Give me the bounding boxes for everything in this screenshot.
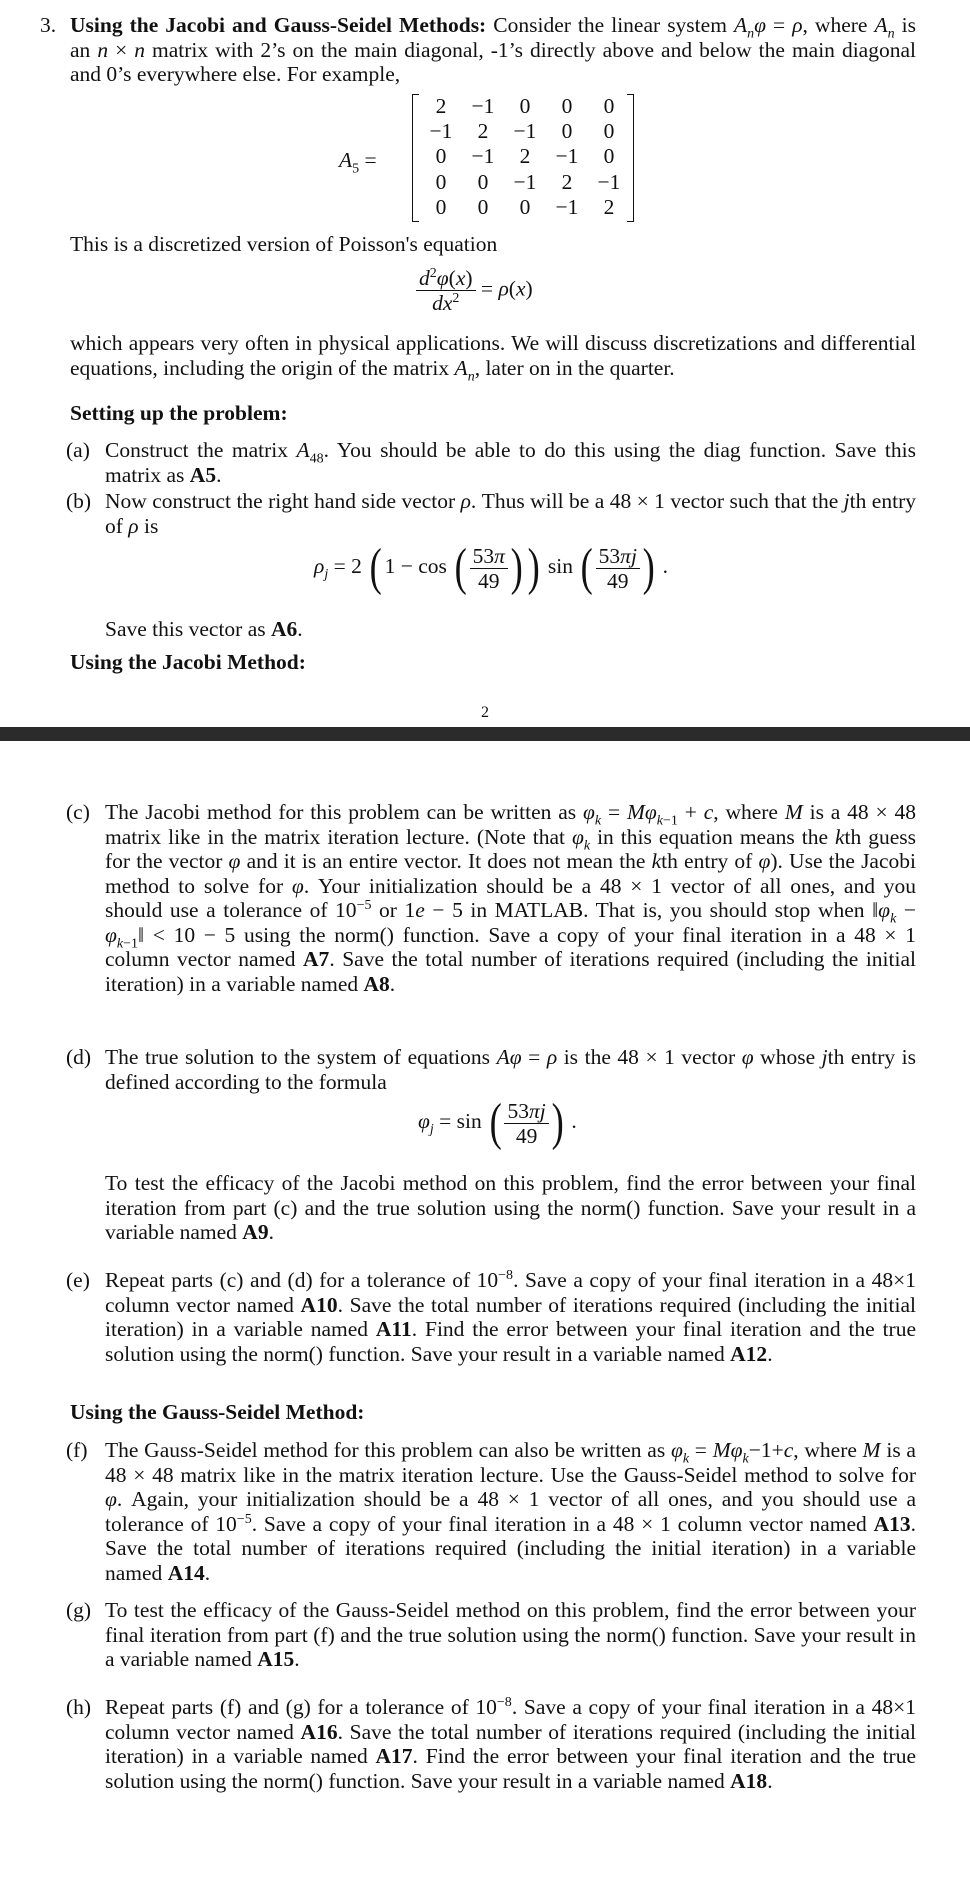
matrix-right-bracket	[627, 94, 634, 222]
matrix-cell: 2	[603, 194, 615, 219]
section-heading-gauss-seidel: Using the Gauss-Seidel Method:	[70, 1400, 365, 1424]
part-f	[66, 1438, 916, 1585]
part-g-text: To test the efficacy of the Gauss-Seidel method on this problem, find the error between your final iteration from part (f) and the true solution using the norm() function. Save your result in a variable named A15.	[105, 1598, 916, 1671]
matrix-cell: 0	[603, 119, 615, 144]
matrix-cell: 0	[435, 144, 447, 169]
matrix-cell: 0	[477, 194, 489, 219]
matrix-cell: 2	[519, 144, 531, 169]
matrix-cell: −1	[513, 169, 537, 194]
document-page-bottom	[0, 741, 970, 1900]
matrix-cell: 0	[561, 119, 573, 144]
part-a-text: Construct the matrix $A_{48}$. You should be able to do this using the diag function. Save this matrix as A5.	[105, 438, 916, 487]
matrix-cell: −1	[555, 144, 579, 169]
matrix-a5	[412, 94, 634, 222]
part-h-text: Repeat parts (f) and (g) for a tolerance of $10^{-8}$. Save a copy of your final iteration in a 48×1 column vector named A16. Save the total number of iterations required (including the initial iteration) in a variable named A17. Find the error between your final iteration and the true solution using the norm() function. Save your result in a variable named A18.	[105, 1694, 917, 1793]
problem-title: Using the Jacobi and Gauss-Seidel Methods:	[70, 13, 487, 37]
part-g-label: (g)	[66, 1598, 92, 1622]
matrix-cell: 2	[561, 169, 573, 194]
matrix-cell: −1	[471, 144, 495, 169]
matrix-cell: −1	[513, 119, 537, 144]
matrix-row	[420, 144, 630, 169]
part-b	[66, 489, 916, 538]
part-d-label: (d)	[66, 1045, 92, 1069]
part-d-text: The true solution to the system of equations Aφ = ρ is the 48 × 1 vector φ whose jth entry is defined according to the formula	[105, 1045, 916, 1094]
part-c-label: (c)	[66, 800, 90, 824]
problem-intro	[70, 13, 916, 87]
matrix-cell: 0	[519, 94, 531, 119]
part-c-text: The Jacobi method for this problem can be written as $\varphi_k = M\varphi_{k-1} + c$, where M is a 48 × 48 matrix like in the matrix iteration lecture. (Note that $\varphi_k$ in this equation means the kth guess for the vector φ and it is an entire vector. It does not mean the kth entry of φ). Use the Jacobi method to solve for φ. Your initialization should be a 48 × 1 vector of all ones, and you should use a tolerance of $10^{-5}$ or 1e − 5 in MATLAB. That is, you should stop when $‖\varphi_k$ − $\varphi_{k-1}‖ < 10 - 5$ using the norm() function. Save a copy of your final iteration in a 48 × 1 column vector named A7. Save the total number of iterations required (including the initial iteration) in a variable named A8.	[105, 800, 917, 996]
matrix-cell: 0	[435, 169, 447, 194]
part-f-text: The Gauss-Seidel method for this problem can also be written as $\varphi_k = M\varphi_k-1+c$, where M is a 48 × 48 matrix like in the matrix iteration lecture. Use the Gauss-Seidel method to solve for φ. Again, your initialization should be a 48 × 1 vector of all ones, and you should use a tolerance of $10^{-5}$. Save a copy of your final iteration in a 48 × 1 column vector named A13. Save the total number of iterations required (including the initial iteration) in a variable named A14.	[105, 1438, 916, 1585]
matrix-row	[420, 195, 630, 220]
page-separator	[0, 727, 970, 741]
matrix-cell: −1	[429, 119, 453, 144]
part-f-label: (f)	[66, 1438, 88, 1462]
matrix-cell: 0	[561, 94, 573, 119]
part-d	[66, 1045, 916, 1094]
page-number: 2	[481, 704, 489, 721]
poisson-after-text: which appears very often in physical applications. We will discuss discretizations and differential equations, including the origin of the matrix $A_n$, later on in the quarter.	[70, 331, 916, 384]
part-b-text: Now construct the right hand side vector ρ. Thus will be a 48 × 1 vector such that the jth entry of ρ is	[105, 489, 916, 538]
part-b-save-text: Save this vector as A6.	[105, 617, 303, 641]
part-e-label: (e)	[66, 1268, 90, 1292]
matrix-cell: 0	[477, 169, 489, 194]
part-b-label: (b)	[66, 489, 92, 513]
matrix-cell: 0	[519, 194, 531, 219]
matrix-cell: 0	[603, 144, 615, 169]
matrix-cell: −1	[471, 94, 495, 119]
matrix-cell: 2	[477, 119, 489, 144]
problem-number: 3.	[40, 13, 57, 37]
phi-true-equation: $\varphi_j = \sin$ ( $\frac{53\pi j}{49}$ ) .	[418, 1094, 577, 1151]
matrix-cell: 2	[435, 94, 447, 119]
matrix-cell: −1	[597, 169, 621, 194]
part-e-text: Repeat parts (c) and (d) for a tolerance of $10^{-8}$. Save a copy of your final iteration in a 48×1 column vector named A10. Save the total number of iterations required (including the initial iteration) in a variable named A11. Find the error between your final iteration and the true solution using the norm() function. Save your result in a variable named A12.	[105, 1267, 916, 1366]
part-c	[66, 800, 916, 996]
part-a	[66, 438, 916, 487]
matrix-left-bracket	[412, 94, 419, 222]
matrix-table	[420, 94, 630, 220]
part-a-label: (a)	[66, 438, 90, 462]
section-heading-jacobi: Using the Jacobi Method:	[70, 650, 306, 674]
matrix-cell: 0	[603, 94, 615, 119]
problem-intro-text: Consider the linear system $A_n\varphi = \rho$, where $A_n$ is an n × n matrix with 2’s on the main diagonal, -1’s directly above and below the main diagonal and 0’s everywhere else. For example,	[70, 13, 916, 86]
matrix-cell: −1	[555, 194, 579, 219]
part-h-label: (h)	[66, 1695, 92, 1719]
part-d-text2: To test the efficacy of the Jacobi method on this problem, find the error between your final iteration from part (c) and the true solution using the norm() function. Save your result in a variable named A9.	[105, 1171, 916, 1244]
matrix-label: $A_5$ =	[339, 148, 377, 177]
matrix-row	[420, 170, 630, 195]
rho-equation: $\rho_j = 2$ ( 1 − cos ( $\frac{53\pi}{49}$ )) sin ( $\frac{53\pi j}{49}$ ) .	[314, 539, 668, 596]
part-g	[66, 1598, 916, 1672]
document-page-top	[0, 0, 970, 727]
matrix-row	[420, 94, 630, 119]
poisson-intro-text: This is a discretized version of Poisson's equation	[70, 232, 498, 256]
part-e	[66, 1268, 916, 1366]
section-heading-setup: Setting up the problem:	[70, 401, 288, 425]
matrix-cell: 0	[435, 194, 447, 219]
part-h	[66, 1695, 916, 1793]
matrix-row	[420, 119, 630, 144]
poisson-equation: $\frac{d^2\varphi(x)}{dx^2}$ = ρ(x)	[416, 266, 533, 315]
